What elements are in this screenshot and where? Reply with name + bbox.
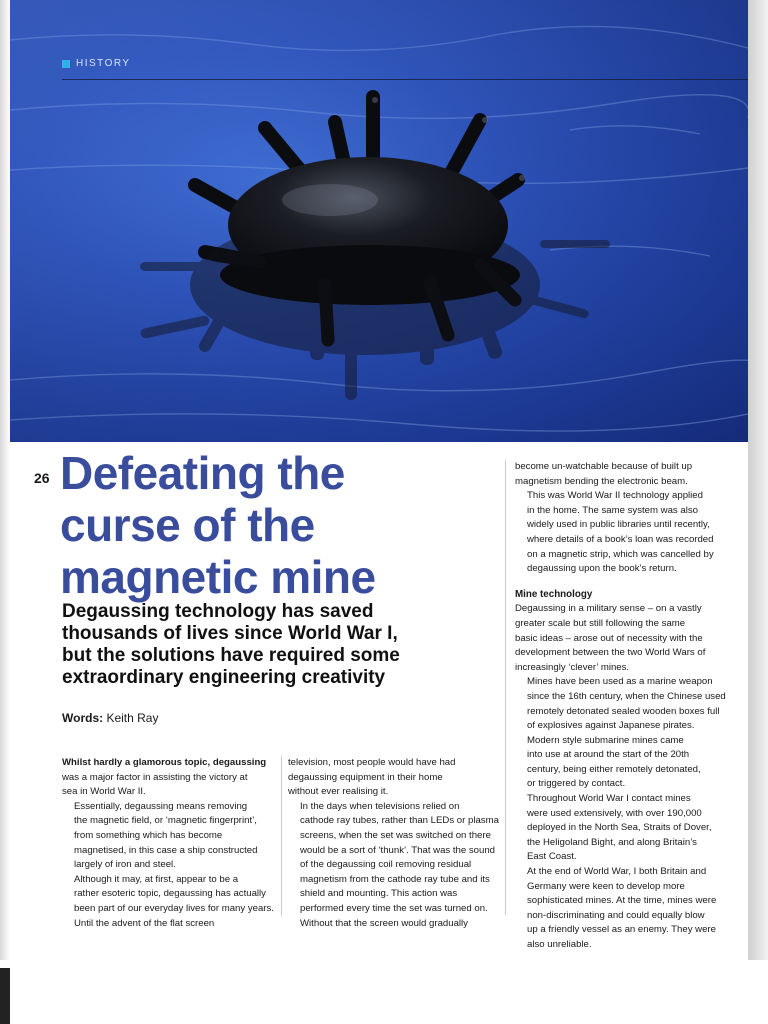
- headline-line: magnetic mine: [60, 551, 376, 603]
- section-subheading: Mine technology: [515, 588, 593, 600]
- column-divider: [281, 756, 282, 916]
- text-line: would be a sort of ‘thunk’. That was the sound: [300, 844, 496, 856]
- text-line: was a major factor in assisting the victory at: [62, 771, 248, 783]
- scan-edge: [0, 0, 10, 1024]
- text-line: Degaussing in a military sense – on a vastly: [515, 603, 702, 615]
- text-line: This was World War II technology applied: [527, 490, 703, 502]
- text-line: In the days when televisions relied on: [300, 800, 460, 812]
- paragraph: [515, 734, 729, 792]
- text-line: magnetised, in this case a ship constructed: [74, 844, 258, 856]
- text-line: degaussing upon the book’s return.: [527, 563, 677, 575]
- paragraph: [62, 756, 276, 800]
- text-line: into use at around the start of the 20th: [527, 749, 690, 761]
- text-line: East Coast.: [527, 851, 577, 863]
- text-line: Without that the screen would gradually: [300, 917, 468, 929]
- text-line: rather esoteric topic, degaussing has actually: [74, 888, 266, 900]
- paragraph: [515, 460, 729, 489]
- text-line: on a magnetic strip, which was cancelled by: [527, 548, 714, 560]
- text-line: Until the advent of the flat screen: [74, 917, 215, 929]
- text-line: the Heligoland Bight, and along Britain’s: [527, 836, 697, 848]
- text-line: Mines have been used as a marine weapon: [527, 676, 713, 688]
- text-line: also unreliable.: [527, 939, 592, 950]
- text-line: deployed in the North Sea, Straits of Dover,: [527, 822, 712, 834]
- byline-author: Keith Ray: [106, 711, 159, 725]
- text-line: or triggered by contact.: [527, 778, 626, 790]
- text-line: performed every time the set was turned on.: [300, 902, 488, 914]
- text-line: basic ideas – arose out of necessity with the: [515, 632, 703, 644]
- text-line: without ever realising it.: [288, 786, 389, 798]
- text-line: widely used in public libraries until recently,: [527, 519, 710, 531]
- paragraph: [515, 865, 729, 953]
- text-line: Although it may, at first, appear to be a: [74, 873, 239, 885]
- text-line: development between the two World Wars of: [515, 647, 706, 659]
- text-line: magnetism from the cathode ray tube and its: [300, 873, 490, 885]
- text-line: where details of a book’s loan was recorded: [527, 533, 714, 545]
- text-line: since the 16th century, when the Chinese used: [527, 690, 726, 702]
- paragraph: [515, 489, 729, 577]
- text-line: sophisticated mines. At the time, mines were: [527, 895, 717, 907]
- text-line: in the home. The same system was also: [527, 504, 698, 516]
- byline: [62, 711, 158, 725]
- subhead-line: thousands of lives since World War I,: [62, 623, 398, 644]
- section-label: HISTORY: [76, 58, 131, 69]
- page-edge: [748, 0, 768, 960]
- text-line: Throughout World War I contact mines: [527, 793, 691, 805]
- text-line: Essentially, degaussing means removing: [74, 800, 248, 812]
- subhead-line: but the solutions have required some: [62, 645, 400, 666]
- paragraph: [515, 602, 729, 675]
- text-line: the magnetic field, or ‘magnetic fingerprint’,: [74, 815, 257, 827]
- column-divider: [505, 460, 506, 915]
- headline-line: curse of the: [60, 499, 315, 551]
- section-marker-icon: [62, 60, 70, 68]
- text-line: increasingly ‘clever’ mines.: [515, 661, 630, 673]
- text-line: sea in World War II.: [62, 786, 146, 798]
- headline: [60, 447, 490, 603]
- text-line: shield and mounting. This action was: [300, 888, 458, 900]
- text-line: up a friendly vessel as an enemy. They were: [527, 924, 716, 936]
- body-column-1: [62, 756, 276, 931]
- headline-line: Defeating the: [60, 447, 345, 499]
- lead-text: Whilst hardly a glamorous topic, degaussing: [62, 757, 267, 768]
- text-line: television, most people would have had: [288, 757, 456, 768]
- text-line: largely of iron and steel.: [74, 859, 176, 871]
- text-line: cathode ray tubes, rather than LEDs or plasma: [300, 815, 499, 827]
- text-line: Germany were keen to develop more: [527, 880, 685, 892]
- body-column-2: [288, 756, 499, 931]
- text-line: been part of our everyday lives for many years.: [74, 902, 274, 914]
- header-rule: [62, 79, 748, 80]
- paragraph: [515, 675, 729, 733]
- scan-edge-bottom: [0, 968, 10, 1024]
- text-line: non-discriminating and could equally blow: [527, 909, 705, 921]
- subhead-line: extraordinary engineering creativity: [62, 667, 386, 688]
- text-line: At the end of World War, I both Britain and: [527, 866, 707, 878]
- text-line: Modern style submarine mines came: [527, 734, 684, 746]
- text-line: were used extensively, with over 190,000: [527, 807, 702, 819]
- paragraph: [62, 873, 276, 917]
- text-line: greater scale but still following the same: [515, 617, 686, 629]
- paragraph: [62, 917, 276, 932]
- page-margin-bottom: [0, 960, 768, 1024]
- section-tag: [62, 58, 131, 69]
- text-line: magnetism bending the electronic beam.: [515, 475, 688, 487]
- text-line: remotely detonated sealed wooden boxes full: [527, 705, 720, 717]
- subhead-line: Degaussing technology has saved: [62, 601, 374, 622]
- subheadline: [62, 601, 492, 689]
- page-number: 26: [34, 470, 50, 486]
- text-line: from something which has become: [74, 829, 223, 841]
- text-line: century, being either remotely detonated,: [527, 763, 701, 775]
- body-column-3: [515, 460, 729, 953]
- text-line: screens, when the set was switched on there: [300, 829, 491, 841]
- paragraph: [288, 756, 496, 800]
- paragraph: [515, 792, 729, 865]
- text-line: of the degaussing coil removing residual: [300, 859, 472, 871]
- text-line: degaussing equipment in their home: [288, 771, 443, 783]
- byline-label: Words:: [62, 711, 104, 725]
- paragraph: [288, 917, 496, 932]
- paragraph: [62, 800, 276, 873]
- text-line: of explosives against Japanese pirates.: [527, 720, 695, 732]
- text-line: become un-watchable because of built up: [515, 461, 693, 472]
- paragraph: [288, 800, 499, 917]
